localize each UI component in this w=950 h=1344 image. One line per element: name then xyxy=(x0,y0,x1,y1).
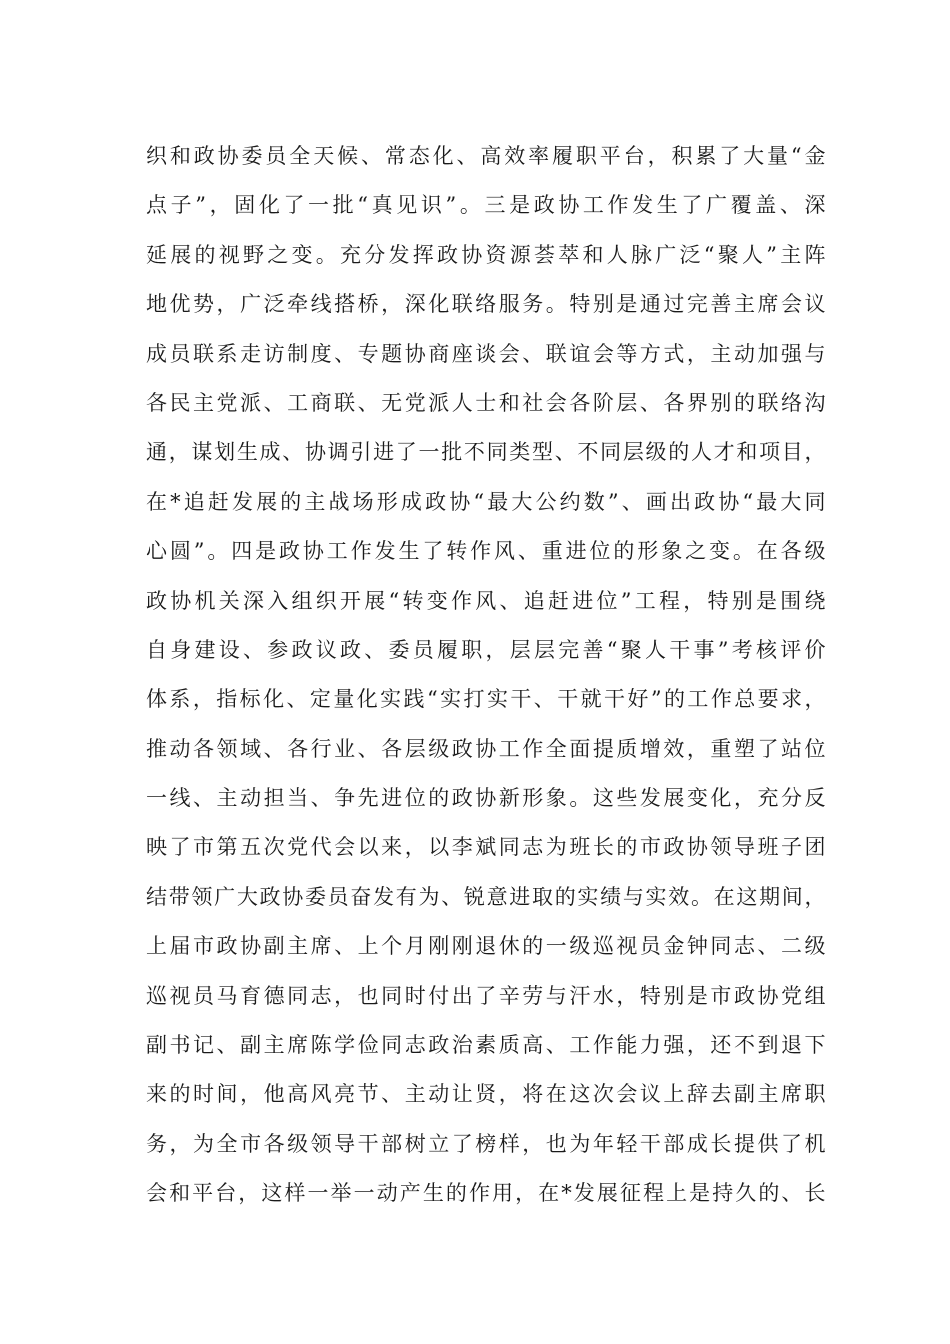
text-line: 结带领广大政协委员奋发有为、锐意进取的实绩与实效。在这期间， xyxy=(146,884,826,909)
text-line: 映了市第五次党代会以来，以李斌同志为班长的市政协领导班子团 xyxy=(146,835,826,860)
body-text xyxy=(146,132,826,1219)
text-line: 心圆”。四是政协工作发生了转作风、重进位的形象之变。在各级 xyxy=(146,539,826,564)
text-line: 地优势，广泛牵线搭桥，深化联络服务。特别是通过完善主席会议 xyxy=(146,292,826,317)
text-line: 推动各领域、各行业、各层级政协工作全面提质增效，重塑了站位 xyxy=(146,736,826,761)
text-line: 上届市政协副主席、上个月刚刚退休的一级巡视员金钟同志、二级 xyxy=(146,934,826,959)
text-line: 各民主党派、工商联、无党派人士和社会各阶层、各界别的联络沟 xyxy=(146,390,826,415)
text-line: 副书记、副主席陈学俭同志政治素质高、工作能力强，还不到退下 xyxy=(146,1033,826,1058)
text-line: 通，谋划生成、协调引进了一批不同类型、不同层级的人才和项目， xyxy=(146,440,826,465)
text-line: 政协机关深入组织开展“转变作风、追赶进位”工程，特别是围绕 xyxy=(146,588,826,613)
text-line: 点子”，固化了一批“真见识”。三是政协工作发生了广覆盖、深 xyxy=(146,193,826,218)
text-line: 体系，指标化、定量化实践“实打实干、干就干好”的工作总要求， xyxy=(146,687,826,712)
text-line: 会和平台，这样一举一动产生的作用，在*发展征程上是持久的、长 xyxy=(146,1181,826,1206)
text-line: 成员联系走访制度、专题协商座谈会、联谊会等方式，主动加强与 xyxy=(146,341,826,366)
text-line: 一线、主动担当、争先进位的政协新形象。这些发展变化，充分反 xyxy=(146,786,826,811)
text-line: 自身建设、参政议政、委员履职，层层完善“聚人干事”考核评价 xyxy=(146,637,826,662)
text-line: 织和政协委员全天候、常态化、高效率履职平台，积累了大量“金 xyxy=(146,144,826,168)
text-line: 在*追赶发展的主战场形成政协“最大公约数”、画出政协“最大同 xyxy=(146,489,826,514)
text-line: 来的时间，他高风亮节、主动让贤，将在这次会议上辞去副主席职 xyxy=(146,1082,826,1107)
text-line: 务，为全市各级领导干部树立了榜样，也为年轻干部成长提供了机 xyxy=(146,1131,826,1156)
text-line: 巡视员马育德同志，也同时付出了辛劳与汗水，特别是市政协党组 xyxy=(146,983,826,1008)
text-line: 延展的视野之变。充分发挥政协资源荟萃和人脉广泛“聚人”主阵 xyxy=(146,242,826,267)
